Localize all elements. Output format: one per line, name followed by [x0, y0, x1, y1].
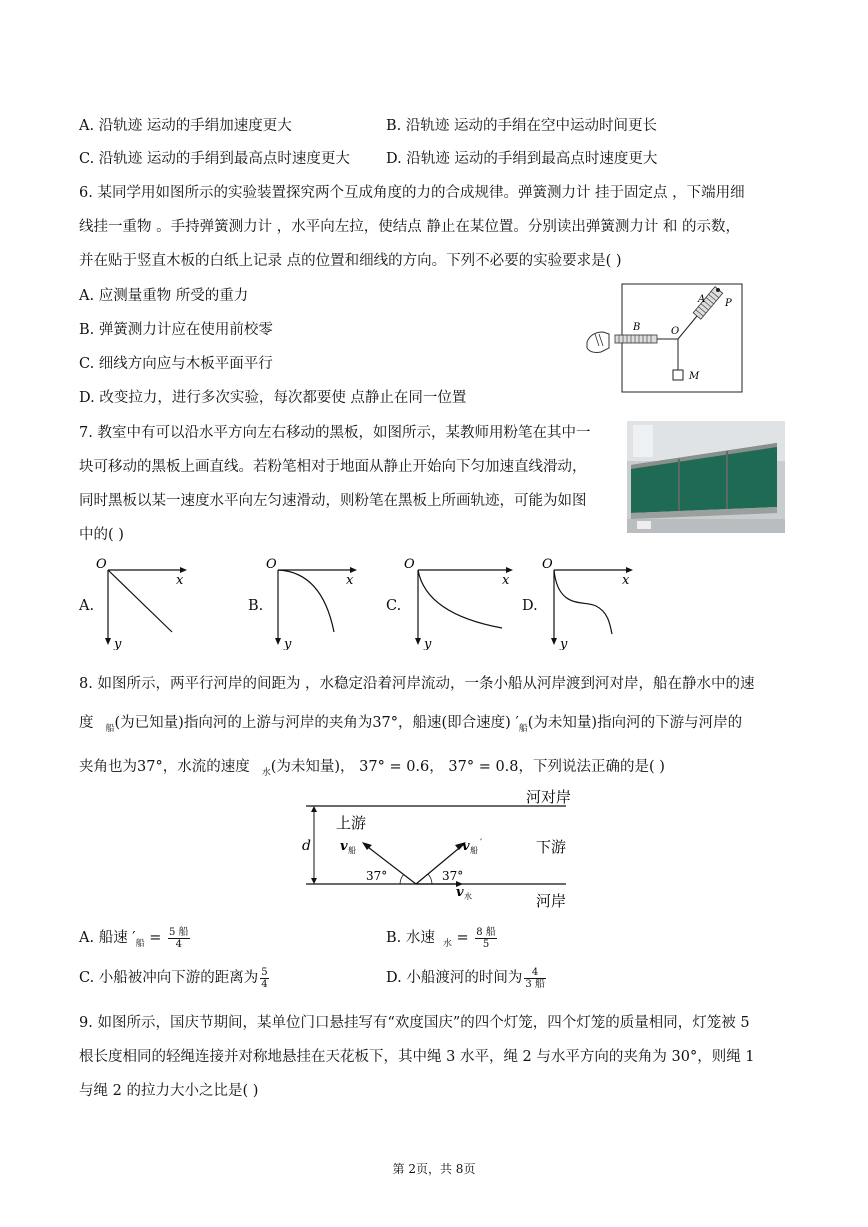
q5-option-d: D. 沿轨迹 运动的手绢到最高点时速度更大 [386, 151, 658, 167]
label-v-water: v [456, 885, 464, 900]
label-p: P [725, 298, 732, 309]
q7-stem-line4: 中的( ) [79, 527, 124, 543]
blackboard-photo [627, 421, 785, 533]
label-v-boat: v [340, 839, 348, 854]
label-b: B [633, 322, 641, 333]
graph-b [262, 554, 362, 650]
label-d: d [302, 838, 311, 854]
q6-stem-line3: 并在贴于竖直木板的白纸上记录 点的位置和细线的方向。下列不必要的实验要求是( ) [79, 253, 622, 269]
q6-stem-line1: 6. 某同学用如图所示的实验装置探究两个互成角度的力的合成规律。弹簧测力计 挂于固定点 ，下端用细 [79, 185, 745, 201]
graph-b-origin: O [266, 557, 277, 572]
river-figure [296, 784, 586, 914]
graph-c [402, 554, 520, 650]
graph-d-y: y [560, 637, 568, 650]
q5-option-a: A. 沿轨迹 运动的手绢加速度更大 [79, 118, 292, 134]
q8-stem-line2: 度 $_船$(为已知量)指向河的上游与河岸的夹角为37°，船速(即合速度) $'_船$(为未知量)指向河的下游与河岸的 [79, 715, 743, 734]
graph-c-label: C. [386, 598, 402, 614]
label-m: M [689, 371, 700, 382]
label-bank: 河岸 [536, 892, 567, 910]
q7-stem-line1: 7. 教室中有可以沿水平方向左右移动的黑板，如图所示，某教师用粉笔在其中一 [79, 425, 591, 441]
graph-b-x: x [346, 573, 354, 588]
q8-option-b: B. 水速 $_水$ = $\frac{\text{8 船}}{5}$ [386, 926, 496, 950]
graph-d-label: D. [522, 598, 538, 614]
q8-option-c: C. 小船被冲向下游的距离为 $\frac{5}{4}$ [79, 966, 268, 990]
q5-option-b: B. 沿轨迹 运动的手绢在空中运动时间更长 [386, 118, 657, 134]
prime-mark: ′ [480, 838, 483, 849]
graph-c-origin: O [404, 557, 415, 572]
graph-d [538, 554, 638, 650]
graph-c-x: x [502, 573, 510, 588]
graph-d-origin: O [542, 557, 553, 572]
label-angle-left: 37° [366, 869, 388, 883]
q6-option-c: C. 细线方向应与木板平面平行 [79, 356, 273, 372]
q7-stem-line3: 同时黑板以某一速度水平向左匀速滑动，则粉笔在黑板上所画轨迹，可能为如图 [79, 493, 587, 509]
page-footer: 第 2页，共 8页 [392, 1162, 476, 1176]
graph-b-label: B. [248, 598, 264, 614]
graph-a-x: x [176, 573, 184, 588]
label-v-boat-sub: 船 [348, 846, 356, 855]
q8-stem-line3: 夹角也为37°，水流的速度 $_水$(为未知量)， 37° = 0.6， 37° = 0.8，下列说法正确的是( ) [79, 759, 665, 778]
label-v-boat-prime: v [462, 839, 470, 854]
label-v-boat-prime-sub: 船 [470, 846, 478, 855]
q6-stem-line2: 线挂一重物 。手持弹簧测力计 ，水平向左拉，使结点 静止在某位置。分别读出弹簧测力计 和 的示数， [79, 219, 741, 235]
graph-a [92, 554, 192, 650]
q9-stem-line1: 9. 如图所示，国庆节期间，某单位门口悬挂写有“欢度国庆”的四个灯笼，四个灯笼的质量相同，灯笼被 5 [79, 1015, 750, 1031]
label-o: O [671, 326, 680, 337]
q6-option-d: D. 改变拉力，进行多次实验，每次都要使 点静止在同一位置 [79, 390, 467, 406]
graph-a-origin: O [96, 557, 107, 572]
q9-stem-line3: 与绳 2 的拉力大小之比是( ) [79, 1083, 259, 1099]
q6-spring-balance-figure [585, 282, 745, 394]
graph-d-x: x [622, 573, 630, 588]
graph-b-y: y [284, 637, 292, 650]
label-upstream: 上游 [336, 814, 367, 832]
label-angle-right: 37° [442, 869, 464, 883]
label-v-water-sub: 水 [464, 892, 472, 901]
q8-option-a: A. 船速 $'_船$ = $\frac{\text{5 船}}{4}$ [79, 926, 189, 950]
q8-stem-line1: 8. 如图所示，两平行河岸的间距为 ，水稳定沿着河岸流动，一条小船从河岸渡到河对岸，船在静水中的速 [79, 676, 755, 692]
label-a: A [698, 294, 706, 305]
q6-option-b: B. 弹簧测力计应在使用前校零 [79, 322, 273, 338]
graph-c-y: y [424, 637, 432, 650]
q8-option-d: D. 小船渡河的时间为 $\frac{4}{\text{3 船}}$ [386, 966, 545, 990]
label-opposite-bank: 河对岸 [526, 788, 572, 806]
graph-a-y: y [114, 637, 122, 650]
graph-a-label: A. [79, 598, 95, 614]
q6-option-a: A. 应测量重物 所受的重力 [79, 288, 249, 304]
q5-option-c: C. 沿轨迹 运动的手绢到最高点时速度更大 [79, 151, 350, 167]
q9-stem-line2: 根长度相同的轻绳连接并对称地悬挂在天花板下，其中绳 3 水平，绳 2 与水平方向的夹角为 30°，则绳 1 [79, 1049, 755, 1065]
label-downstream: 下游 [536, 838, 567, 856]
q7-stem-line2: 块可移动的黑板上画直线。若粉笔相对于地面从静止开始向下匀加速直线滑动， [79, 459, 587, 475]
